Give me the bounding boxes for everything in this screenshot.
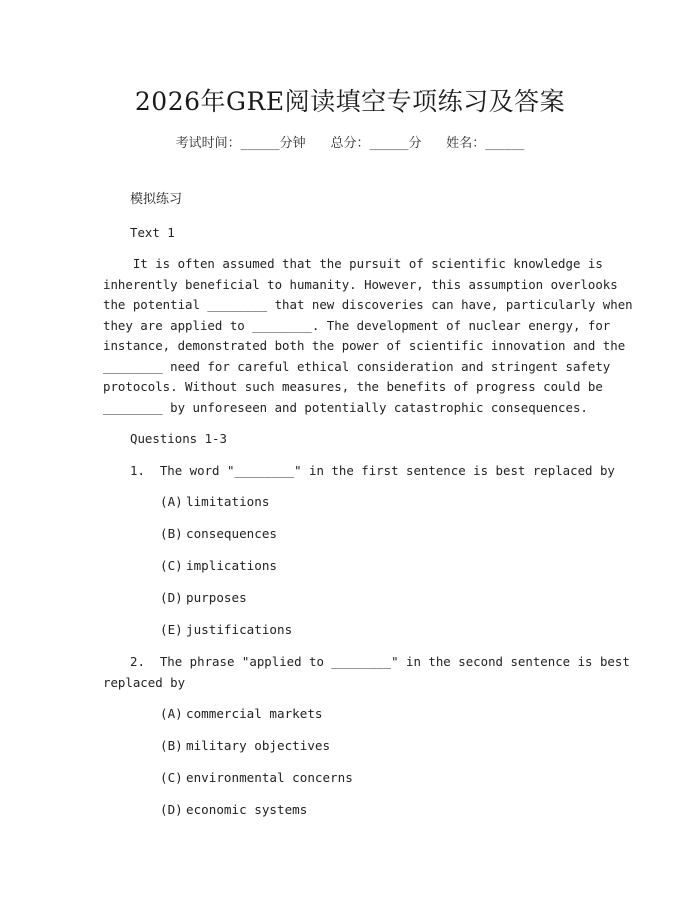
passage-text-1 — [103, 254, 633, 418]
question-2-option-d — [160, 802, 307, 817]
question-2-option-a — [160, 706, 322, 721]
passage-line: they are applied to ________. The development of nuclear energy, for — [103, 317, 611, 333]
option-text: implications — [186, 558, 277, 573]
passage-line: inherently beneficial to humanity. However, this assumption overlooks — [103, 276, 618, 292]
passage-line: the potential ________ that new discoveries can have, particularly when — [103, 297, 633, 312]
exam-time-field: 考试时间：______分钟 — [175, 136, 306, 151]
option-text: limitations — [186, 494, 270, 509]
option-text: economic systems — [186, 802, 308, 817]
question-1-option-a — [160, 494, 269, 509]
option-text: purposes — [186, 590, 247, 605]
option-letter: (C) — [160, 770, 183, 785]
passage-line: protocols. Without such measures, the benefits of progress could be — [103, 379, 603, 394]
option-letter: (D) — [160, 802, 183, 817]
option-text: environmental concerns — [186, 770, 353, 785]
option-letter: (A) — [160, 706, 183, 721]
passage-line: instance, demonstrated both the power of scientific innovation and the — [103, 338, 626, 353]
question-1-option-e — [160, 622, 292, 637]
option-letter: (B) — [160, 738, 183, 753]
document-title: 2026年GRE阅读填空专项练习及答案 — [134, 87, 566, 116]
option-letter: (A) — [160, 494, 183, 509]
question-2-option-b — [160, 738, 330, 753]
question-2-option-c — [160, 770, 353, 785]
passage-line: It is often assumed that the pursuit of scientific knowledge is — [103, 256, 603, 271]
question-1-option-d — [160, 590, 247, 605]
question-1-option-c — [160, 558, 277, 573]
option-letter: (B) — [160, 526, 183, 541]
questions-heading: Questions 1-3 — [130, 431, 227, 446]
passage-line: ________ by unforeseen and potentially catastrophic consequences. — [103, 399, 588, 415]
option-letter: (C) — [160, 558, 183, 573]
question-1-option-b — [160, 526, 277, 541]
option-text: justifications — [186, 622, 293, 637]
text-heading: Text 1 — [130, 225, 175, 240]
student-name-field: 姓名：______ — [446, 136, 525, 151]
question-2-stem: 2. The phrase "applied to ________" in the second sentence is best — [130, 654, 630, 669]
section-heading: 模拟练习 — [130, 192, 183, 207]
option-letter: (E) — [160, 622, 183, 637]
question-2-stem-continued: replaced by — [103, 675, 186, 690]
option-text: commercial markets — [186, 706, 323, 721]
question-1-stem: 1. The word "________" in the first sentence is best replaced by — [130, 463, 615, 478]
option-letter: (D) — [160, 590, 183, 605]
total-score-field: 总分：______分 — [330, 136, 422, 151]
option-text: military objectives — [186, 738, 331, 753]
exam-meta-row — [0, 132, 700, 151]
option-text: consequences — [186, 526, 277, 541]
passage-line: ________ need for careful ethical consideration and stringent safety — [103, 358, 611, 374]
